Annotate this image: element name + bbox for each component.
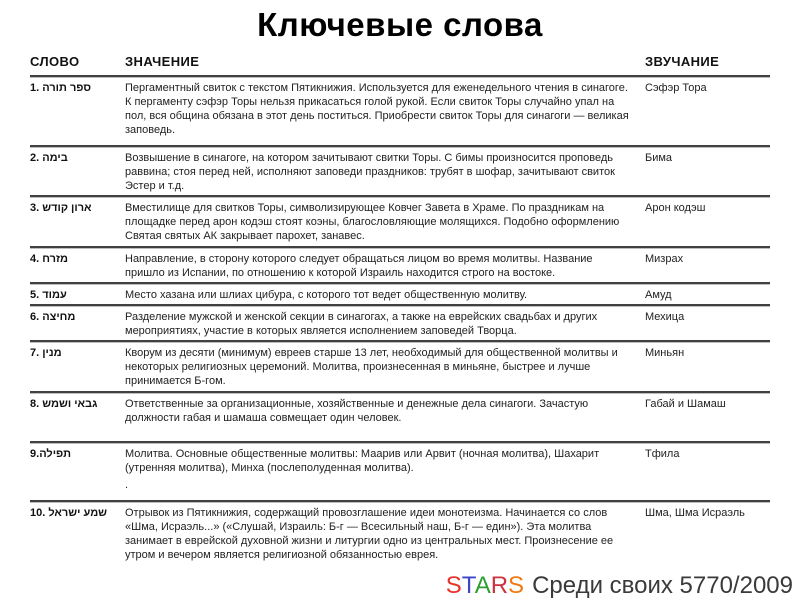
word-cell: 2. בימה (30, 152, 68, 164)
meaning-cell: Ответственные за организационные, хозяйственные и денежные дела синагоги. Зачастую должности габая и шамаша совмещает один человек. (125, 398, 589, 424)
meaning-cell: Направление, в сторону которого следует обращаться лицом во время молитвы. Название пришло из Испании, по отношению к которой Израиль находится строго на востоке. (125, 253, 593, 279)
table-row (30, 304, 770, 340)
table-row (30, 246, 770, 282)
table-row (30, 391, 770, 441)
meaning-cell: Разделение мужской и женской секции в синагогах, а также на еврейских свадьбах и других мероприятиях, участие в которых является исполнением заповедей Творца. (125, 311, 598, 337)
table-row (30, 500, 770, 564)
word-cell: 3. ארון קודש (30, 202, 92, 214)
sound-cell: Амуд (645, 289, 672, 301)
page-title: Ключевые слова (257, 6, 543, 43)
table-row (30, 441, 770, 500)
sound-cell: Мизрах (645, 253, 684, 265)
stars-letter: R (490, 572, 509, 599)
meaning-cell: Место хазана или шлиах цибура, с которого тот ведет общественную молитву. (125, 289, 528, 301)
footer-credit (446, 572, 793, 600)
meaning-text: Молитва. Основные общественные молитвы: Маарив или Арвит (ночная молитва), Шахарит (утренняя молитва), Минха (послеполуденная молитва). (125, 448, 600, 474)
word-cell: 4. מזרח (30, 253, 68, 265)
word-cell: 8. גבאי ושמש (30, 398, 98, 410)
sound-cell: Шма, Шма Исраэль (645, 507, 745, 519)
table-header-row (30, 48, 770, 75)
table-row (30, 195, 770, 246)
table-row (30, 75, 770, 145)
meaning-cell (125, 443, 645, 500)
table-row (30, 282, 770, 304)
sound-cell: Габай и Шамаш (645, 398, 726, 410)
table-row (30, 340, 770, 391)
stars-logo (446, 572, 524, 599)
stars-letter: S (445, 572, 462, 599)
sound-cell: Тфила (645, 448, 680, 460)
stars-letter: S (508, 572, 525, 599)
word-cell: 1. ספר תורה (30, 82, 92, 94)
meaning-cell: Возвышение в синагоге, на котором зачитывают свитки Торы. С бимы произносится проповедь раввина; стоя перед ней, исполняют заповеди праздников: трубят в шофар, зачитывают свиток Эстер и т.д. (125, 152, 615, 192)
table-row (30, 145, 770, 195)
meaning-cell: Пергаментный свиток с текстом Пятикнижия. Используется для еженедельного чтения в синагоге. К пергаменту сэфэр Торы нельзя прикасаться голой рукой. Если свиток Торы случайно упал на пол, вся община обязана в этот день поститься. Приобрести свиток Торы для синагоги — великая заповедь. (125, 82, 629, 136)
header-sound: ЗВУЧАНИЕ (645, 54, 720, 69)
stars-letter: T (461, 572, 475, 599)
word-cell: 9.תפילה (30, 448, 72, 460)
meaning-cell: Отрывок из Пятикнижия, содержащий провозглашение идеи монотеизма. Начинается со слов «Шма, Исраэль...» («Слушай, Израиль: Б-г — Всесильный наш, Б-г — един»). Эта молитва занимает в еврейской духовной жизни и литургии одно из центральных мест. Произнесение ее утром и вечером является религиозной обязанностью еврея. (125, 507, 614, 561)
word-cell: 10. שמע ישראל (30, 507, 108, 519)
footer-text: Среди своих 5770/2009 (532, 572, 793, 599)
sound-cell: Мехица (645, 311, 685, 323)
sound-cell: Миньян (645, 347, 685, 359)
sound-cell: Сэфэр Тора (645, 82, 707, 94)
sound-cell: Арон кодэш (645, 202, 706, 214)
word-cell: 7. מנין (30, 347, 62, 359)
word-cell: 5. עמוד (30, 289, 67, 301)
stars-letter: A (474, 572, 491, 599)
meaning-extra-text: . (125, 479, 129, 491)
word-cell: 6. מחיצה (30, 311, 76, 323)
header-word: СЛОВО (30, 54, 80, 69)
sound-cell: Бима (645, 152, 673, 164)
meaning-cell: Вместилище для свитков Торы, символизирующее Ковчег Завета в Храме. По праздникам на площадке перед арон кодэш стоят коэны, благословляющие молящихся. Подобно оформлению Святая святых АК закрывает парохет, занавес. (125, 202, 620, 242)
meaning-cell: Кворум из десяти (минимум) евреев старше 13 лет, необходимый для общественной молитвы и некоторых религиозных церемоний. Молитва, произнесенная в миньяне, быстрее и лучше принимается Б-гом. (125, 347, 618, 387)
header-meaning: ЗНАЧЕНИЕ (125, 54, 200, 69)
keywords-table (30, 48, 770, 564)
